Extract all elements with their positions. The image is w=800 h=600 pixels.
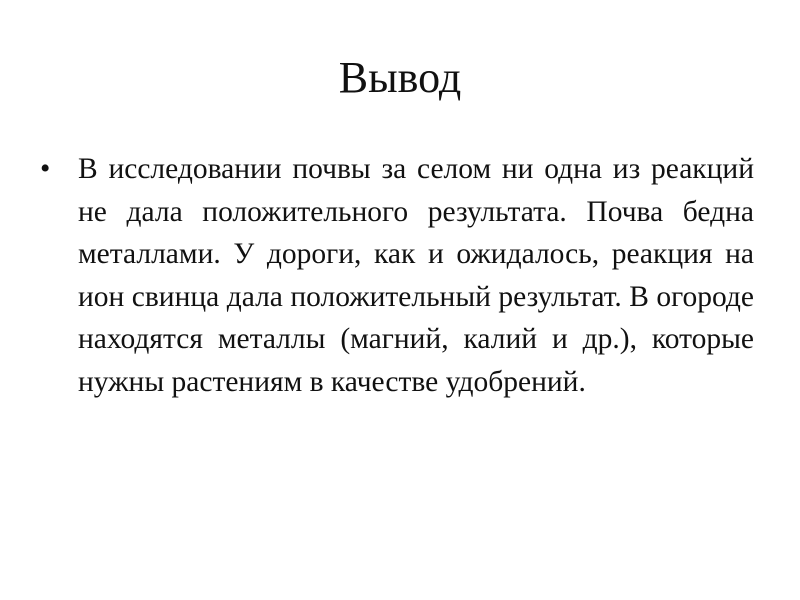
- conclusion-text: В исследовании почвы за селом ни одна из реакций не дала положительного результата. Почва бедна металлами. У дороги, как и ожидалось, реакция на ион свинца дала положительный результат. В огороде находятся металлы (магний, калий и др.), которые нужны растениям в качестве удобрений.: [78, 153, 754, 398]
- bullet-item: [40, 148, 754, 403]
- bullet-list: [40, 148, 754, 403]
- bullet-dot-icon: •: [40, 153, 51, 185]
- slide-title: Вывод: [338, 53, 462, 102]
